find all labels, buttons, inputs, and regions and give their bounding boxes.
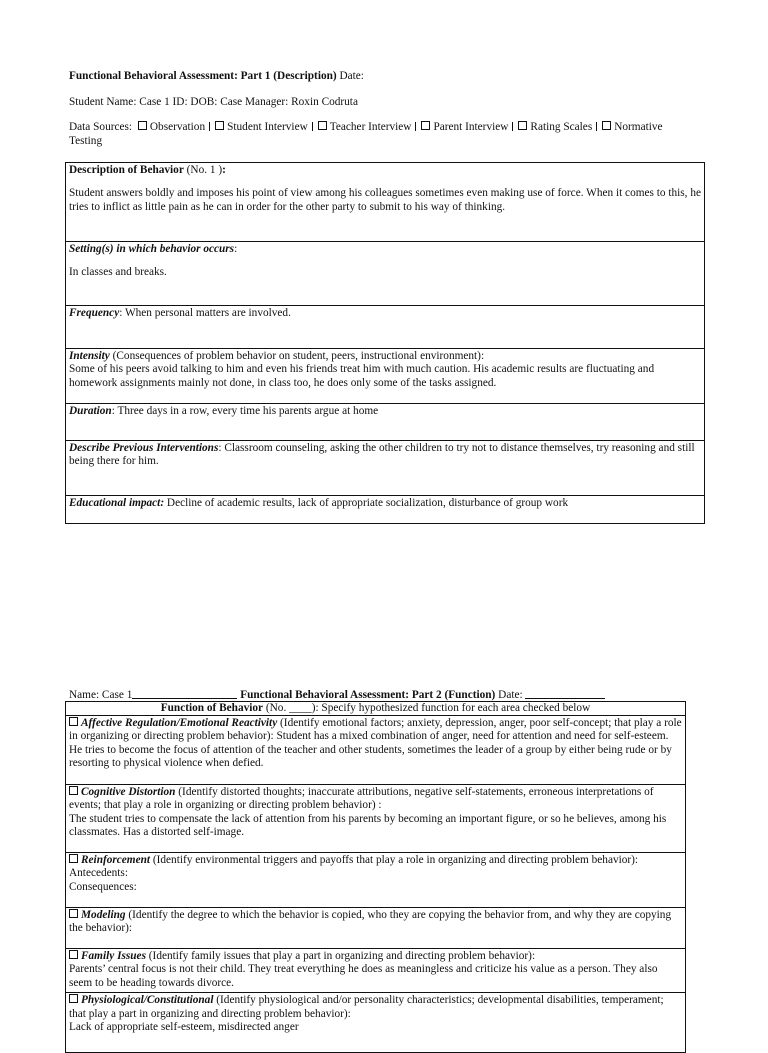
checkbox-physiological[interactable] [69, 994, 78, 1003]
checkbox-rating-scales[interactable] [518, 121, 527, 130]
setting-cell[interactable]: Setting(s) in which behavior occurs: In classes and breaks. [66, 242, 705, 306]
frequency-text: : When personal matters are involved. [119, 307, 291, 319]
intensity-label: Intensity [69, 350, 110, 362]
duration-text: : Three days in a row, every time his parents argue at home [111, 405, 379, 417]
source-normative-testing: Normative Testing [69, 121, 663, 147]
separator [596, 122, 597, 131]
physiological-cell[interactable] [66, 993, 686, 1053]
part1-title: Functional Behavioral Assessment: Part 1 (Description) [69, 70, 337, 82]
consequences-label: Consequences: [69, 880, 137, 893]
reinforcement-label: Reinforcement [81, 854, 151, 866]
description-cell[interactable] [66, 163, 705, 242]
physiological-text: (Identify physiological and/or personality characteristics; developmental disabilities, temperament; that play a part in organizing and directing problem behavior): [69, 994, 664, 1020]
description-table [65, 162, 705, 524]
checkbox-family[interactable] [69, 950, 78, 959]
impact-label: Educational impact: [69, 497, 165, 509]
checkbox-modeling[interactable] [69, 909, 78, 918]
interventions-cell[interactable] [66, 441, 705, 496]
description-colon: : [222, 164, 226, 176]
checkbox-parent-interview[interactable] [421, 121, 430, 130]
function-header-no: (No. ____) [263, 702, 316, 714]
cognitive-row [66, 785, 686, 853]
impact-text: Decline of academic results, lack of appropriate socialization, disturbance of group work [164, 497, 569, 509]
affective-cell[interactable] [66, 716, 686, 785]
source-observation: Observation [149, 121, 206, 133]
cognitive-cell[interactable] [66, 785, 686, 853]
intensity-text: Some of his peers avoid talking to him and even his friends treat him with much caution. His academic results are fluctuating and homework assignments mainly not done, in class too, he does only some of the tasks assigned. [69, 363, 655, 389]
part2-name-label: Name: Case 1 [69, 689, 133, 701]
physiological-row [66, 993, 686, 1053]
interventions-label: Describe Previous Interventions [69, 442, 219, 454]
name-blank[interactable] [132, 688, 237, 699]
cognitive-answer: The student tries to compensate the lack of attention from his parents by becoming an important figure, or so he believes, among his classmates. Has a distorted self-image. [69, 812, 667, 839]
family-cell[interactable] [66, 949, 686, 993]
modeling-cell[interactable] [66, 908, 686, 949]
duration-cell[interactable] [66, 404, 705, 441]
checkbox-student-interview[interactable] [215, 121, 224, 130]
setting-label: Setting(s) in which behavior occurs [69, 243, 235, 255]
data-sources-label: Data Sources: [69, 121, 133, 133]
student-line: Student Name: Case 1 ID: DOB: Case Manager: Roxin Codruta [69, 96, 358, 108]
reinforcement-text: (Identify environmental triggers and payoffs that play a role in organizing and directing problem behavior): [150, 854, 639, 866]
interventions-row [66, 441, 705, 496]
duration-row [66, 404, 705, 441]
source-rating-scales: Rating Scales [530, 121, 593, 133]
checkbox-cognitive[interactable] [69, 786, 78, 795]
function-header-cell [66, 702, 686, 716]
affective-label: Affective Regulation/Emotional Reactivity [81, 717, 278, 729]
part2-header [69, 688, 698, 702]
description-number: (No. 1 ) [186, 164, 223, 176]
source-parent-interview: Parent Interview [433, 121, 509, 133]
part2-date-label: Date: [498, 689, 523, 701]
checkbox-teacher-interview[interactable] [318, 121, 327, 130]
duration-label: Duration [69, 405, 112, 417]
impact-row [66, 496, 705, 524]
checkbox-affective[interactable] [69, 717, 78, 726]
part1-header [69, 69, 698, 83]
checkbox-reinforcement[interactable] [69, 854, 78, 863]
affective-row [66, 716, 686, 785]
part2-title: Functional Behavioral Assessment: Part 2 (Function) [240, 689, 496, 701]
intensity-cell[interactable] [66, 349, 705, 404]
function-header-label: Function of Behavior [160, 702, 264, 714]
date-blank[interactable] [525, 688, 605, 699]
description-label: Description of Behavior [69, 164, 184, 176]
frequency-row [66, 306, 705, 349]
checkbox-normative-testing[interactable] [602, 121, 611, 130]
family-label: Family Issues [81, 950, 146, 962]
antecedents-label: Antecedents: [69, 867, 128, 880]
reinforcement-cell[interactable] [66, 853, 686, 908]
modeling-text: (Identify the degree to which the behavior is copied, who they are copying the behavior from, and why they are copying the behavior): [69, 909, 672, 935]
affective-text: (Identify emotional factors; anxiety, depression, anger, poor self-concept; that play a role in organizing or directing problem behavior): Student has a mixed combination of anger, need for attention and need for self-esteem. He tries to become the focus of attention of the teacher and other students, sometimes the leader of a group by either being rude or by resorting to physical violence when defied. [69, 717, 682, 770]
source-student-interview: Student Interview [227, 121, 308, 133]
data-sources [69, 120, 698, 148]
function-header-row [66, 702, 686, 716]
separator [312, 122, 313, 131]
description-row [66, 163, 705, 242]
checkbox-observation[interactable] [138, 121, 147, 130]
source-teacher-interview: Teacher Interview [329, 121, 412, 133]
description-text: Student answers boldly and imposes his point of view among his colleagues sometimes even making use of force. When it comes to this, he tries to inflict as little pain as he can in order for the other party to submit to his way of thinking. [69, 187, 701, 213]
cognitive-label: Cognitive Distortion [81, 786, 176, 798]
cognitive-text: (Identify distorted thoughts; inaccurate attributions, negative self-statements, erroneous interpretations of events; that play a role in organizing or directing problem behavior) : [69, 786, 654, 812]
impact-cell[interactable] [66, 496, 705, 524]
part1-date-label: Date: [339, 70, 364, 82]
physiological-label: Physiological/Constitutional [81, 994, 214, 1007]
family-text: (Identify family issues that play a part in organizing and directing problem behavior): [145, 950, 536, 962]
physiological-answer: Lack of appropriate self-esteem, misdirected anger [69, 1021, 299, 1034]
separator [512, 122, 513, 131]
family-answer: Parents’ central focus is not their child. They treat everything he does as meaningless and criticize his value as a person. They also seem to be heading towards divorce. [69, 963, 658, 989]
reinforcement-row [66, 853, 686, 908]
family-row [66, 949, 686, 993]
intensity-note: (Consequences of problem behavior on student, peers, instructional environment): [109, 350, 485, 362]
modeling-row [66, 908, 686, 949]
separator [209, 122, 210, 131]
function-header-rest: : Specify hypothesized function for each area checked below [315, 702, 591, 714]
setting-row [66, 242, 705, 306]
intensity-row [66, 349, 705, 404]
interventions-text: : Classroom counseling, asking the other children to try not to distance themselves, try reasoning and still being there for him. [69, 442, 695, 468]
frequency-cell[interactable] [66, 306, 705, 349]
frequency-label: Frequency [69, 307, 120, 319]
separator [415, 122, 416, 131]
function-table [65, 701, 686, 1053]
modeling-label: Modeling [81, 909, 126, 921]
setting-text: In classes and breaks. [69, 266, 167, 279]
